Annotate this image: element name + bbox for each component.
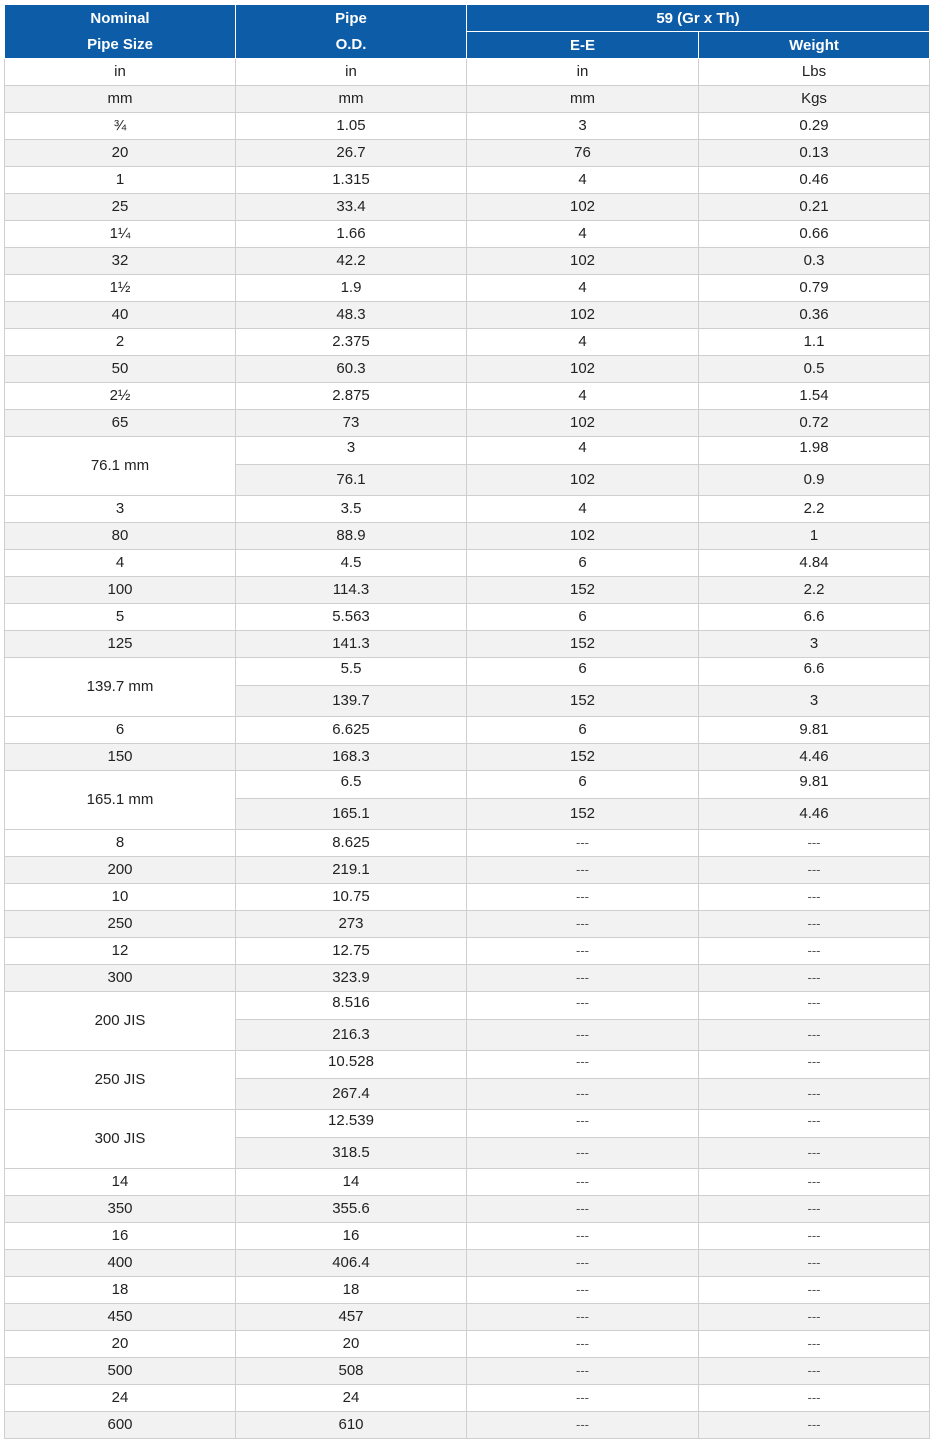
- size-cell: 10: [5, 884, 236, 911]
- table-row: [5, 911, 930, 938]
- table-cell: ---: [467, 1020, 699, 1051]
- table-cell: 2.375: [236, 329, 467, 356]
- table-cell: 0.46: [699, 167, 930, 194]
- table-row: [5, 113, 930, 140]
- table-row: [5, 1385, 930, 1412]
- table-cell: ---: [699, 965, 930, 992]
- table-cell: 508: [236, 1358, 467, 1385]
- size-cell: 200 JIS: [5, 992, 236, 1051]
- units-row-mm: [5, 86, 930, 113]
- table-cell: ---: [467, 1079, 699, 1110]
- table-cell: 2.2: [699, 496, 930, 523]
- table-cell: 6: [467, 658, 699, 686]
- table-cell: 102: [467, 356, 699, 383]
- table-row: [5, 1169, 930, 1196]
- table-cell: ---: [699, 911, 930, 938]
- table-cell: 1.315: [236, 167, 467, 194]
- table-cell: ---: [467, 1196, 699, 1223]
- size-cell: 6: [5, 717, 236, 744]
- table-row: [5, 1304, 930, 1331]
- header-nominal-line2: Pipe Size: [87, 36, 153, 53]
- table-row: [5, 830, 930, 857]
- table-cell: 0.3: [699, 248, 930, 275]
- table-cell: 168.3: [236, 744, 467, 771]
- table-cell: 219.1: [236, 857, 467, 884]
- table-cell: ---: [699, 1138, 930, 1169]
- size-cell: 24: [5, 1385, 236, 1412]
- table-row: [5, 1358, 930, 1385]
- table-cell: ---: [467, 1138, 699, 1169]
- table-cell: 0.66: [699, 221, 930, 248]
- table-row: [5, 658, 930, 686]
- table-cell: 4: [467, 167, 699, 194]
- table-cell: ---: [699, 1358, 930, 1385]
- unit-cell: mm: [5, 86, 236, 113]
- table-row: [5, 857, 930, 884]
- table-row: [5, 275, 930, 302]
- table-cell: ---: [467, 1110, 699, 1138]
- table-cell: ---: [467, 1250, 699, 1277]
- size-cell: 300 JIS: [5, 1110, 236, 1169]
- table-cell: ---: [699, 938, 930, 965]
- table-cell: ---: [699, 857, 930, 884]
- table-cell: 273: [236, 911, 467, 938]
- table-cell: 102: [467, 302, 699, 329]
- table-cell: 76: [467, 140, 699, 167]
- table-header: [5, 5, 930, 59]
- size-cell: 50: [5, 356, 236, 383]
- size-cell: 350: [5, 1196, 236, 1223]
- unit-cell: in: [236, 59, 467, 86]
- table-row: [5, 329, 930, 356]
- table-cell: 88.9: [236, 523, 467, 550]
- table-cell: ---: [467, 857, 699, 884]
- table-row: [5, 1196, 930, 1223]
- size-cell: 32: [5, 248, 236, 275]
- table-cell: 141.3: [236, 631, 467, 658]
- size-cell: 400: [5, 1250, 236, 1277]
- size-cell: 2½: [5, 383, 236, 410]
- size-cell: 20: [5, 1331, 236, 1358]
- size-cell: 5: [5, 604, 236, 631]
- unit-cell: in: [5, 59, 236, 86]
- table-row: [5, 437, 930, 465]
- header-pipe-line2: O.D.: [335, 36, 367, 53]
- table-cell: 6: [467, 771, 699, 799]
- table-row: [5, 884, 930, 911]
- table-cell: 1.54: [699, 383, 930, 410]
- table-cell: 20: [236, 1331, 467, 1358]
- table-cell: ---: [467, 965, 699, 992]
- table-cell: ---: [699, 884, 930, 911]
- table-cell: 102: [467, 194, 699, 221]
- table-cell: 9.81: [699, 717, 930, 744]
- table-cell: 4.46: [699, 744, 930, 771]
- table-cell: 152: [467, 799, 699, 830]
- table-row: [5, 1223, 930, 1250]
- table-cell: 0.79: [699, 275, 930, 302]
- table-cell: 3: [467, 113, 699, 140]
- table-cell: ---: [699, 1169, 930, 1196]
- table-cell: 1: [699, 523, 930, 550]
- table-cell: 10.528: [236, 1051, 467, 1079]
- table-cell: 18: [236, 1277, 467, 1304]
- table-cell: 102: [467, 523, 699, 550]
- table-cell: ---: [467, 992, 699, 1020]
- table-cell: 1.66: [236, 221, 467, 248]
- table-cell: ---: [699, 992, 930, 1020]
- header-pipe-line1: Pipe: [335, 10, 367, 27]
- size-cell: 150: [5, 744, 236, 771]
- table-cell: 0.13: [699, 140, 930, 167]
- table-cell: ---: [699, 1079, 930, 1110]
- header-ee: E-E: [467, 32, 699, 59]
- size-cell: 450: [5, 1304, 236, 1331]
- table-cell: ---: [699, 1196, 930, 1223]
- table-cell: 3: [236, 437, 467, 465]
- table-cell: 1.1: [699, 329, 930, 356]
- table-cell: ---: [699, 1385, 930, 1412]
- table-cell: ---: [699, 1020, 930, 1051]
- table-cell: 152: [467, 631, 699, 658]
- table-cell: ---: [699, 830, 930, 857]
- table-row: [5, 717, 930, 744]
- table-cell: 4: [467, 329, 699, 356]
- table-cell: 6.5: [236, 771, 467, 799]
- table-cell: 12.75: [236, 938, 467, 965]
- header-nominal-pipe-size: [5, 5, 236, 59]
- table-cell: 6.6: [699, 604, 930, 631]
- table-cell: 457: [236, 1304, 467, 1331]
- size-cell: 100: [5, 577, 236, 604]
- table-cell: 16: [236, 1223, 467, 1250]
- table-row: [5, 577, 930, 604]
- size-cell: 25: [5, 194, 236, 221]
- table-cell: 1.98: [699, 437, 930, 465]
- table-cell: ---: [467, 938, 699, 965]
- table-cell: 3.5: [236, 496, 467, 523]
- table-row: [5, 1051, 930, 1079]
- size-cell: 20: [5, 140, 236, 167]
- table-body: [5, 59, 930, 1439]
- table-row: [5, 550, 930, 577]
- table-cell: ---: [467, 1385, 699, 1412]
- header-nominal-line1: Nominal: [90, 10, 150, 27]
- table-row: [5, 496, 930, 523]
- table-cell: 10.75: [236, 884, 467, 911]
- table-cell: 102: [467, 410, 699, 437]
- table-cell: 4: [467, 275, 699, 302]
- table-cell: ---: [467, 1304, 699, 1331]
- table-cell: 406.4: [236, 1250, 467, 1277]
- table-cell: ---: [699, 1412, 930, 1439]
- table-cell: 318.5: [236, 1138, 467, 1169]
- size-cell: 500: [5, 1358, 236, 1385]
- table-cell: 0.5: [699, 356, 930, 383]
- table-cell: ---: [467, 830, 699, 857]
- table-row: [5, 167, 930, 194]
- table-row: [5, 302, 930, 329]
- table-cell: 4.5: [236, 550, 467, 577]
- table-cell: 6.6: [699, 658, 930, 686]
- table-cell: 4: [467, 221, 699, 248]
- table-cell: 6.625: [236, 717, 467, 744]
- table-cell: ---: [699, 1223, 930, 1250]
- table-cell: ---: [699, 1277, 930, 1304]
- size-cell: 600: [5, 1412, 236, 1439]
- table-row: [5, 410, 930, 437]
- table-cell: 48.3: [236, 302, 467, 329]
- size-cell: 4: [5, 550, 236, 577]
- table-cell: ---: [699, 1331, 930, 1358]
- table-cell: 1.9: [236, 275, 467, 302]
- unit-cell: mm: [467, 86, 699, 113]
- table-cell: 610: [236, 1412, 467, 1439]
- table-cell: 0.72: [699, 410, 930, 437]
- table-cell: ---: [467, 1223, 699, 1250]
- table-row: [5, 631, 930, 658]
- table-cell: ---: [467, 1169, 699, 1196]
- table-cell: 2.2: [699, 577, 930, 604]
- table-cell: 0.21: [699, 194, 930, 221]
- table-row: [5, 771, 930, 799]
- size-cell: 80: [5, 523, 236, 550]
- table-cell: 6: [467, 550, 699, 577]
- header-group-title: 59 (Gr x Th): [467, 5, 930, 32]
- table-row: [5, 1412, 930, 1439]
- size-cell: 1½: [5, 275, 236, 302]
- table-cell: ---: [467, 1412, 699, 1439]
- table-cell: 355.6: [236, 1196, 467, 1223]
- table-row: [5, 221, 930, 248]
- table-row: [5, 604, 930, 631]
- table-cell: ---: [467, 911, 699, 938]
- table-cell: ---: [467, 884, 699, 911]
- size-cell: 76.1 mm: [5, 437, 236, 496]
- table-cell: 4.46: [699, 799, 930, 830]
- table-cell: 14: [236, 1169, 467, 1196]
- size-cell: 250 JIS: [5, 1051, 236, 1110]
- unit-cell: mm: [236, 86, 467, 113]
- table-cell: 139.7: [236, 686, 467, 717]
- table-cell: 6: [467, 604, 699, 631]
- size-cell: 250: [5, 911, 236, 938]
- pipe-dimension-table: [4, 4, 930, 1439]
- table-cell: 4: [467, 437, 699, 465]
- table-cell: 5.563: [236, 604, 467, 631]
- table-cell: 5.5: [236, 658, 467, 686]
- size-cell: 1¼: [5, 221, 236, 248]
- table-cell: 33.4: [236, 194, 467, 221]
- table-cell: ---: [699, 1110, 930, 1138]
- table-cell: 1.05: [236, 113, 467, 140]
- table-row: [5, 523, 930, 550]
- table-cell: 216.3: [236, 1020, 467, 1051]
- table-row: [5, 938, 930, 965]
- size-cell: 16: [5, 1223, 236, 1250]
- table-cell: 8.516: [236, 992, 467, 1020]
- table-cell: ---: [699, 1304, 930, 1331]
- size-cell: 125: [5, 631, 236, 658]
- unit-cell: in: [467, 59, 699, 86]
- table-cell: ---: [467, 1277, 699, 1304]
- table-row: [5, 744, 930, 771]
- table-cell: 4: [467, 383, 699, 410]
- size-cell: 139.7 mm: [5, 658, 236, 717]
- table-row: [5, 965, 930, 992]
- size-cell: 14: [5, 1169, 236, 1196]
- table-cell: 9.81: [699, 771, 930, 799]
- table-cell: 152: [467, 577, 699, 604]
- table-row: [5, 194, 930, 221]
- size-cell: 8: [5, 830, 236, 857]
- table-cell: 0.36: [699, 302, 930, 329]
- size-cell: 200: [5, 857, 236, 884]
- size-cell: 3: [5, 496, 236, 523]
- table-cell: ---: [467, 1331, 699, 1358]
- table-row: [5, 992, 930, 1020]
- table-cell: 26.7: [236, 140, 467, 167]
- size-cell: 65: [5, 410, 236, 437]
- unit-cell: Kgs: [699, 86, 930, 113]
- table-cell: 60.3: [236, 356, 467, 383]
- table-cell: 165.1: [236, 799, 467, 830]
- table-cell: 102: [467, 465, 699, 496]
- table-cell: 24: [236, 1385, 467, 1412]
- table-cell: ---: [467, 1358, 699, 1385]
- table-cell: 267.4: [236, 1079, 467, 1110]
- table-cell: 152: [467, 744, 699, 771]
- header-weight: Weight: [699, 32, 930, 59]
- table-cell: 152: [467, 686, 699, 717]
- table-cell: 0.29: [699, 113, 930, 140]
- table-cell: 102: [467, 248, 699, 275]
- table-row: [5, 1250, 930, 1277]
- table-cell: 73: [236, 410, 467, 437]
- table-cell: 4: [467, 496, 699, 523]
- table-cell: 114.3: [236, 577, 467, 604]
- size-cell: 18: [5, 1277, 236, 1304]
- table-row: [5, 140, 930, 167]
- table-cell: ---: [467, 1051, 699, 1079]
- units-row-in: [5, 59, 930, 86]
- table-row: [5, 1331, 930, 1358]
- size-cell: 12: [5, 938, 236, 965]
- table-cell: 3: [699, 631, 930, 658]
- table-cell: 4.84: [699, 550, 930, 577]
- table-cell: 0.9: [699, 465, 930, 496]
- table-cell: ---: [699, 1051, 930, 1079]
- table-row: [5, 1110, 930, 1138]
- size-cell: ¾: [5, 113, 236, 140]
- table-row: [5, 356, 930, 383]
- table-cell: 2.875: [236, 383, 467, 410]
- size-cell: 165.1 mm: [5, 771, 236, 830]
- table-row: [5, 248, 930, 275]
- size-cell: 300: [5, 965, 236, 992]
- table-cell: ---: [699, 1250, 930, 1277]
- table-cell: 6: [467, 717, 699, 744]
- size-cell: 2: [5, 329, 236, 356]
- header-pipe-od: [236, 5, 467, 59]
- table-cell: 323.9: [236, 965, 467, 992]
- table-cell: 8.625: [236, 830, 467, 857]
- size-cell: 1: [5, 167, 236, 194]
- table-row: [5, 1277, 930, 1304]
- table-row: [5, 383, 930, 410]
- table-cell: 42.2: [236, 248, 467, 275]
- table-cell: 76.1: [236, 465, 467, 496]
- unit-cell: Lbs: [699, 59, 930, 86]
- table-cell: 3: [699, 686, 930, 717]
- table-cell: 12.539: [236, 1110, 467, 1138]
- size-cell: 40: [5, 302, 236, 329]
